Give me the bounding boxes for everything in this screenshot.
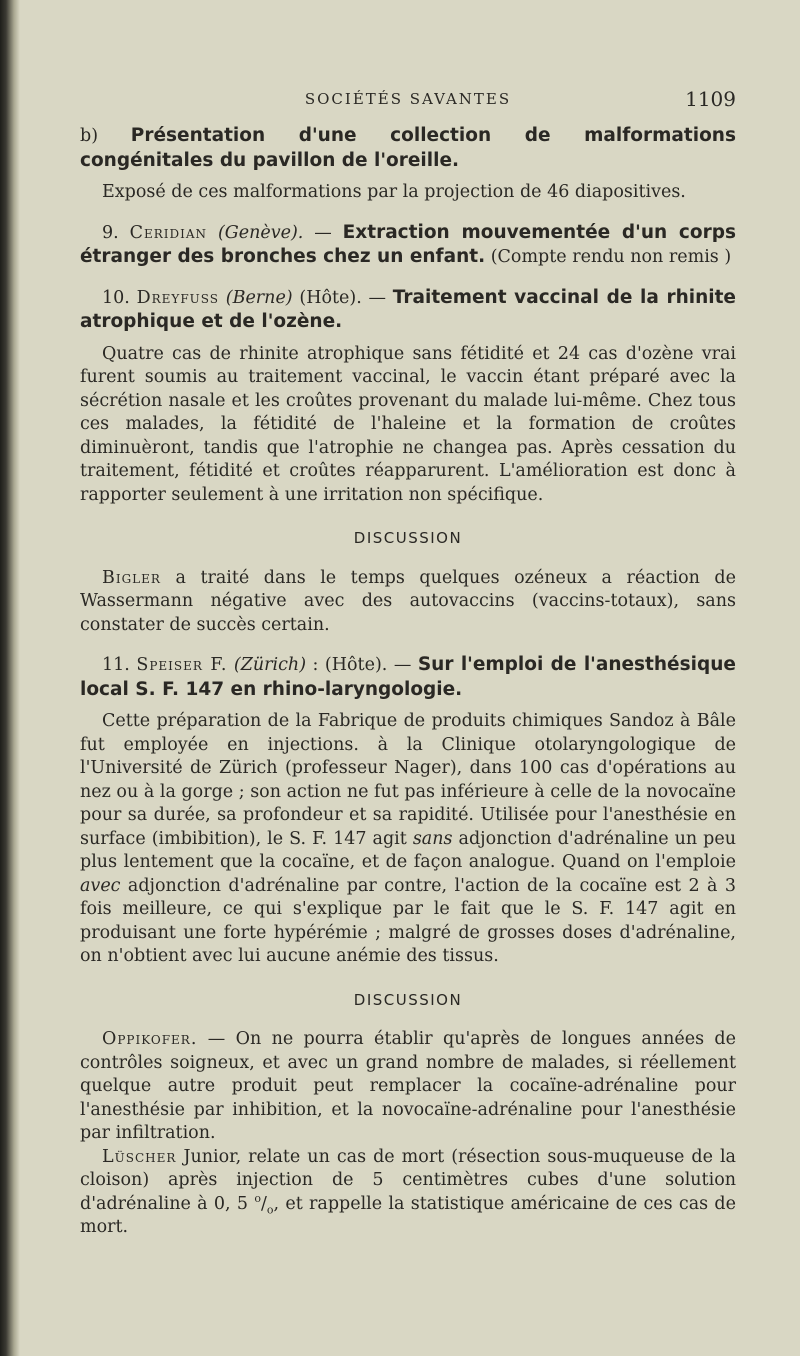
item-10-host: (Hôte). xyxy=(299,287,362,308)
item-11-title: Sur l'emploi de l'anesthésique local S. F. 147 en rhino-laryngologie. xyxy=(80,654,736,700)
discussion-heading-2: DISCUSSION xyxy=(353,990,463,1009)
luscher-text-part-1: Junior, relate un cas de mort (résection sous-muqueuse de la cloison) après injection de 5 centimètres cubes d'une solution d'adrénaline à 0, 5 xyxy=(80,1146,736,1214)
item-11-avec: avec xyxy=(80,875,121,896)
item-9-place: (Genève). xyxy=(217,222,304,243)
item-11-body-part-1: Cette préparation de la Fabrique de produits chimiques Sandoz à Bâle fut employée en injections. à la Clinique otolaryngologique de l'Université de Zürich (professeur Nager), dans 100 cas d'opérations au nez ou à la gorge ; son action ne fut pas inférieure à celle de la novocaïne pour sa durée, sa profondeur et sa rapidité. Utilisée pour l'anesthésie en surface (imbibition), le S. F. 147 agit xyxy=(80,711,736,849)
item-10-title: Traitement vaccinal de la rhinite atrophique et de l'ozène. xyxy=(80,286,736,332)
item-11-body xyxy=(80,710,736,969)
item-10-number: 10. xyxy=(102,287,130,308)
section-b-title: Présentation d'une collection de malformations congénitales du pavillon de l'oreille. xyxy=(80,125,736,171)
per-mille-slash: / xyxy=(260,1193,267,1214)
item-10-dash: — xyxy=(368,287,387,308)
item-11-body-part-2: adjonction d'adrénaline un peu plus lentement que la cocaïne, et de façon analogue. Quand on l'emploie xyxy=(80,828,736,872)
luscher-text-part-2: , et rappelle la statistique américaine de ces cas de mort. xyxy=(80,1193,736,1237)
luscher-paragraph xyxy=(80,1146,736,1240)
item-11-heading-paragraph xyxy=(80,653,736,702)
item-10-body: Quatre cas de rhinite atrophique sans fétidité et 24 cas d'ozène vrai furent soumis au traitement vaccinal, le vaccin étant préparé avec la sécrétion nasale et les croûtes provenant du malade lui-même. Chez tous ces malades, la fétidité de l'haleine et la formation de croûtes diminuèront, tandis que l'atrophie ne changea pas. Après cessation du traitement, fétidité et croûtes réapparurent. L'amélioration est donc à rapporter seulement à une irritation non spécifique. xyxy=(80,343,736,505)
discussion-heading-1: DISCUSSION xyxy=(353,529,463,547)
item-9-author: Ceridian xyxy=(129,222,208,243)
item-11-host: : (Hôte). xyxy=(312,655,388,675)
page-number: 1109 xyxy=(685,87,736,111)
document-page xyxy=(80,88,736,1240)
item-9-title: Extraction mouvementée d'un corps étranger des bronches chez un enfant. xyxy=(80,221,736,267)
per-mille-superscript: o xyxy=(254,1191,261,1205)
per-mille-subscript: o xyxy=(266,1203,274,1216)
page-header xyxy=(80,88,736,114)
running-head: SOCIÉTÉS SAVANTES xyxy=(304,90,512,108)
book-binding-edge xyxy=(0,0,20,1356)
item-9-paragraph xyxy=(80,221,736,270)
item-9-note: (Compte rendu non remis ) xyxy=(490,247,732,267)
oppikofer-paragraph xyxy=(80,1028,736,1146)
item-10-place: (Berne) xyxy=(225,287,293,308)
item-10-heading-paragraph xyxy=(80,286,736,335)
bigler-name: Bigler xyxy=(102,567,161,588)
item-9-dash: — xyxy=(314,222,332,243)
item-11-body-part-3: adjonction d'adrénaline par contre, l'action de la cocaïne est 2 à 3 fois meilleure, ce qui s'explique par le fait que le S. F. 147 agit en produisant une forte hypérémie ; malgré de grosses doses d'adrénaline, on n'obtient avec lui aucune anémie des tissus. xyxy=(80,875,736,966)
bigler-text: a traité dans le temps quelques ozéneux a réaction de Wassermann négative avec des autovaccins (vaccins-totaux), sans constater de succès certain. xyxy=(80,567,736,635)
oppikofer-name: Oppikofer. xyxy=(102,1029,198,1049)
item-11-place: (Zürich) xyxy=(233,655,307,675)
item-11-sans: sans xyxy=(412,828,453,849)
bigler-paragraph xyxy=(80,567,736,638)
oppikofer-text: — On ne pourra établir qu'après de longues années de contrôles soigneux, et avec un grand nombre de malades, si réellement quelque autre produit peut remplacer la cocaïne-adrénaline pour l'anesthésie par inhibition, et la novocaïne-adrénaline pour l'anesthésie par infiltration. xyxy=(80,1029,736,1143)
section-b-text: Exposé de ces malformations par la projection de 46 diapositives. xyxy=(102,182,686,202)
item-11-author: Speiser F. xyxy=(136,655,228,675)
luscher-name: Lüscher xyxy=(102,1146,177,1167)
section-b-title-paragraph xyxy=(80,124,736,173)
item-11-number: 11. xyxy=(102,655,130,675)
item-9-number: 9. xyxy=(102,222,119,243)
section-b-label: b) xyxy=(80,126,99,146)
item-10-author: Dreyfuss xyxy=(136,287,220,308)
item-11-dash: — xyxy=(393,655,412,675)
